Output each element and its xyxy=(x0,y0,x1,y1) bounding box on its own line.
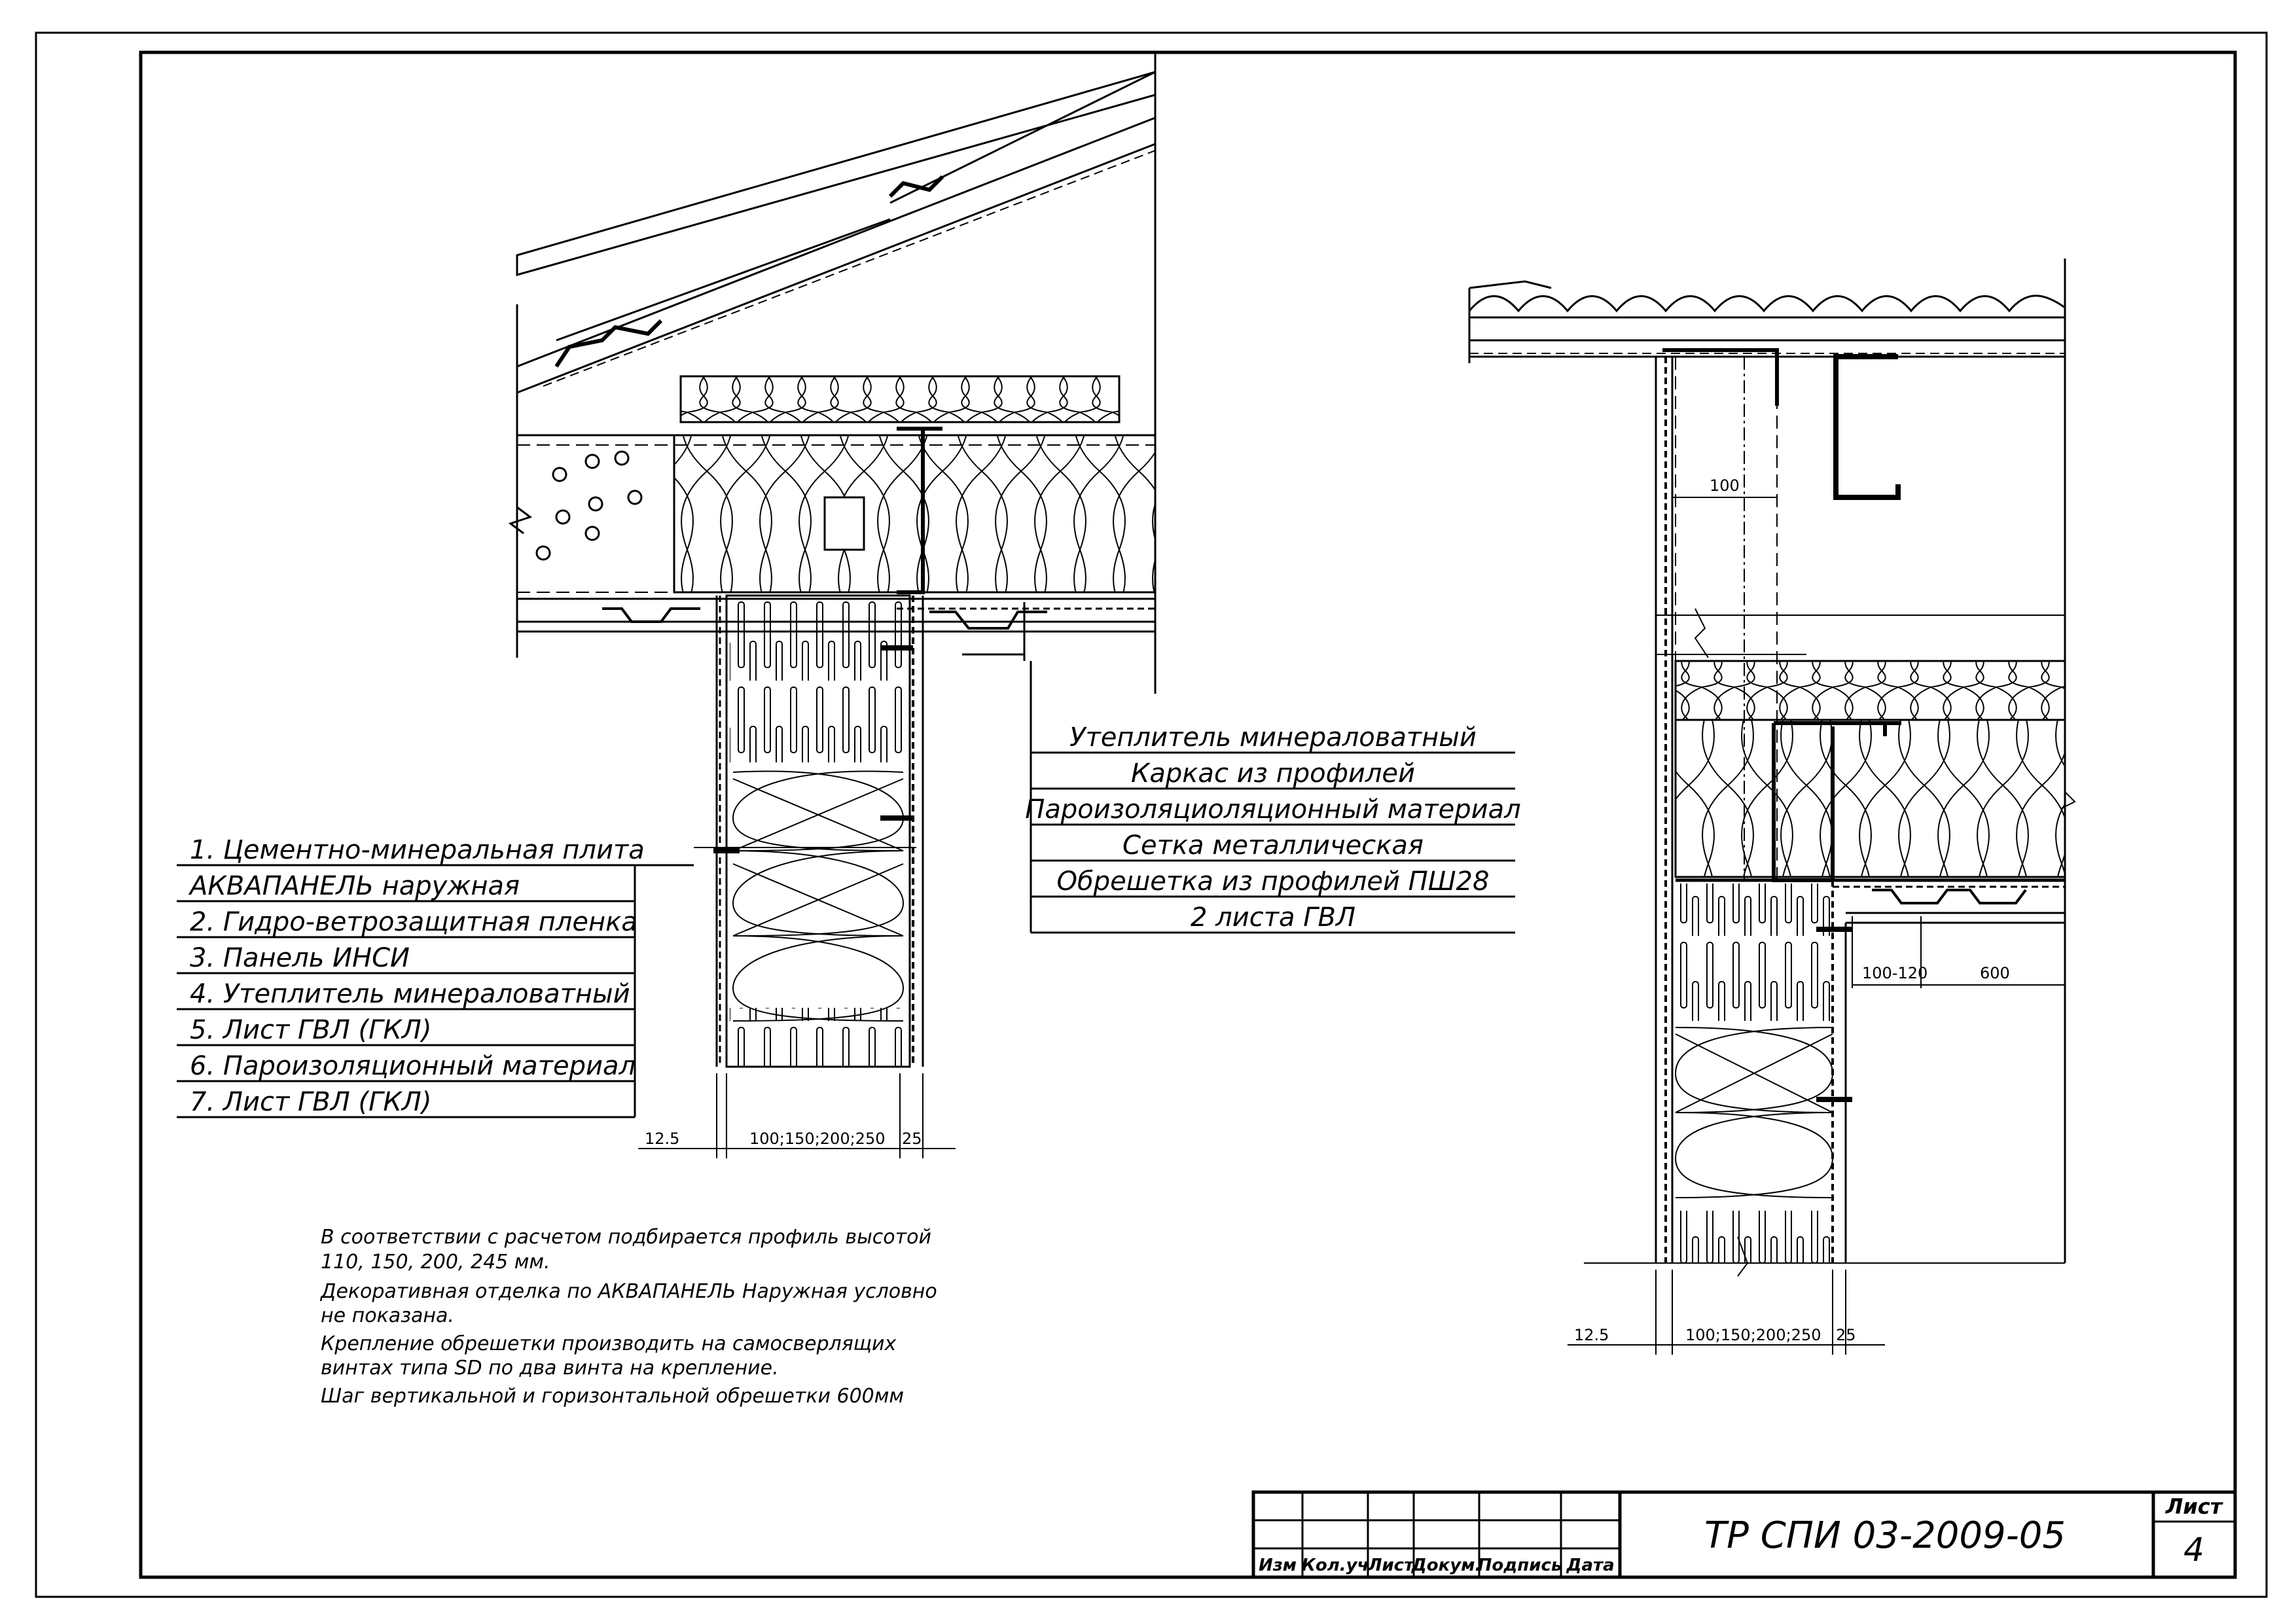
left-callout-item-1: 1. Цементно-минеральная плита xyxy=(190,835,645,865)
tb-col-dokum: Докум. xyxy=(1411,1556,1482,1575)
note-line-1: В соответствии с расчетом подбирается профиль высотой xyxy=(321,1226,931,1249)
left-callout-item-5: 5. Лист ГВЛ (ГКЛ) xyxy=(190,1015,432,1045)
left-callout xyxy=(177,835,694,1117)
left-callout-item-4: 4. Утеплитель минераловатный xyxy=(190,979,630,1009)
right-dim-100: 100 xyxy=(1710,476,1740,495)
right-dim-b: 100;150;200;250 xyxy=(1685,1326,1821,1344)
left-dim-a: 12.5 xyxy=(645,1130,680,1148)
tb-col-podpis: Подпись xyxy=(1477,1556,1562,1575)
tb-col-data: Дата xyxy=(1566,1556,1615,1575)
note-line-6: винтах типа SD по два винта на крепление. xyxy=(321,1357,779,1380)
sheet-label: Лист xyxy=(2165,1494,2223,1519)
tb-col-koluch: Кол.уч xyxy=(1301,1556,1369,1575)
note-line-2: 110, 150, 200, 245 мм. xyxy=(321,1251,550,1274)
center-callout-item-4: Сетка металлическая xyxy=(1122,830,1424,861)
left-dim-b: 100;150;200;250 xyxy=(749,1130,886,1148)
note-line-7: Шаг вертикальной и горизонтальной обрешетки 600мм xyxy=(321,1385,905,1408)
center-callout-item-1: Утеплитель минераловатный xyxy=(1069,722,1477,753)
sheet-number: 4 xyxy=(2183,1531,2204,1569)
left-dim-c: 25 xyxy=(902,1130,922,1148)
tb-col-list: Лист xyxy=(1367,1556,1414,1575)
right-dim-c: 25 xyxy=(1836,1326,1856,1344)
left-callout-item-2: 2. Гидро-ветрозащитная пленка xyxy=(190,907,637,937)
center-callout-item-5: Обрешетка из профилей ПШ28 xyxy=(1056,866,1490,897)
center-callout-item-6: 2 листа ГВЛ xyxy=(1190,902,1356,933)
left-callout-item-6: 6. Пароизоляционный материал xyxy=(190,1051,636,1081)
center-callout xyxy=(1025,661,1521,933)
note-line-3: Декоративная отделка по АКВАПАНЕЛЬ Наружная условно xyxy=(321,1280,937,1303)
right-detail xyxy=(1469,259,2075,1355)
left-callout-item-3: 3. Панель ИНСИ xyxy=(190,943,410,973)
right-dim-a: 12.5 xyxy=(1574,1326,1609,1344)
center-callout-item-2: Каркас из профилей xyxy=(1130,758,1416,789)
document-code: ТР СПИ 03-2009-05 xyxy=(1704,1514,2066,1557)
tb-col-izm: Изм xyxy=(1258,1556,1297,1575)
note-line-4: не показана. xyxy=(321,1304,454,1327)
right-dim-d1: 100-120 xyxy=(1862,964,1928,982)
left-callout-item-7: 7. Лист ГВЛ (ГКЛ) xyxy=(190,1087,432,1117)
right-dim-d2: 600 xyxy=(1980,964,2010,982)
left-callout-item-1b: АКВАПАНЕЛЬ наружная xyxy=(190,871,520,901)
center-callout-item-3: Пароизоляциоляционный материал xyxy=(1025,794,1521,825)
notes xyxy=(319,1226,937,1408)
note-line-5: Крепление обрешетки производить на самосверлящих xyxy=(321,1332,897,1355)
